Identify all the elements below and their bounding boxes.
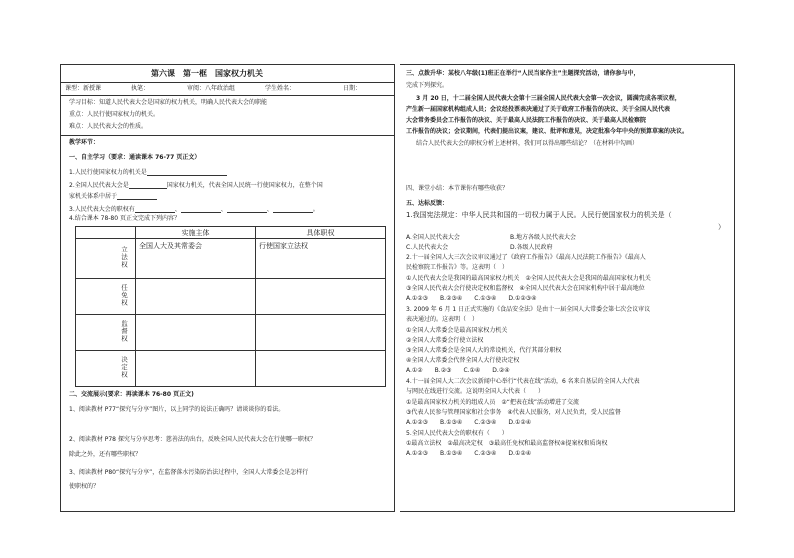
question-4: 4.结合课本 78-80 页正文完成下列内容？	[69, 215, 180, 222]
section-4-heading: 四、课堂小结：本节课你有哪些收获？	[406, 185, 509, 192]
q5-line: 5.全国人民代表大会的职权有（ ）	[406, 430, 508, 437]
left-page	[60, 64, 395, 512]
q1-option-a: A.全国人民代表大会	[406, 234, 460, 241]
row-supervision: 监督权	[76, 315, 136, 351]
row-legislative: 立法权	[76, 239, 136, 279]
student-name: 学生姓名：	[265, 85, 296, 92]
exchange-1: 1、阅读教材 P77“探究与分享”图片，以上同学的说法正确吗？请谈谈你的看法。	[69, 406, 285, 413]
passage-line-3: 大会常务委员会工作报告的决议、关于最高人民法院工作报告的决议、关于最高人民检察院	[406, 117, 647, 124]
question-3: 3.人民代表大会的职权有 、 、 、 。	[69, 206, 319, 213]
q2-line: 2.十一届全国人大三次会议审议通过了《政府工作报告》《最高人民法院工作报告》《最高人	[406, 254, 646, 261]
q1-option-d: D.各级人民政府	[510, 244, 553, 251]
divider	[61, 95, 394, 96]
date: 日期：	[343, 85, 362, 92]
q4-options: A.①②③ B.①③④ C.②③④ D.①②④	[406, 419, 532, 426]
section-3-cont: 完成下列探究。	[406, 82, 449, 89]
exchange-2-cont: 除此之外，还有哪些职权？	[69, 451, 142, 458]
q3-line: ②全国人大常委会行使立法权	[406, 337, 484, 344]
q3-line: 3. 2009 年 6 月 1 日正式实施的《食品安全法》是由十一届全国人大常委会第七次会议审议	[406, 306, 651, 313]
cell-subject: 全国人大及其常委会	[136, 239, 256, 279]
q3-line: 表决通过的。这表明（ ）	[406, 316, 479, 323]
q1-option-c: C.人民代表大会	[406, 244, 449, 251]
cell-power: 行使国家立法权	[256, 239, 386, 279]
exchange-3: 3、阅读教材 P80“探究与分享”，在监督落水污染防治法过程中，全国人大常委会是怎样行	[69, 469, 309, 476]
q3-line: ③全国人大常委会是全国人大的常设机关，代行其部分职权	[406, 347, 562, 354]
section-3-heading: 三、点拨升华：某校八年级(1)班正在举行“人民当家作主”主题探究活动，请你参与中，	[406, 70, 640, 77]
q1-option-b: B.地方各级人民代表大会	[510, 234, 577, 241]
process-label: 教学环节：	[69, 139, 100, 146]
q2-line: 民检察院工作报告》等。这表明（ ）	[406, 264, 509, 271]
divider	[61, 135, 394, 136]
section-2-heading: 二、交流展示(要求：再读课本 76-80 页正文)	[69, 391, 194, 398]
learning-goals: 学习目标：知道人民代表大会是国家的权力机关，明确人民代表大会的职能	[69, 99, 268, 106]
q5-options: A.①②③ B.①③④ C.②③④ D.①②④	[406, 450, 532, 457]
question-2-cont: 家机关体系中居于	[69, 192, 157, 200]
q2-line: ①人民代表大会是我国的最高国家权力机关 ②全国人民代表大会是我国的最高国家权力机关	[406, 275, 651, 282]
q1-paren: ）	[718, 223, 725, 231]
q4-line: ①是最高国家权力机关的组成人员 ②“把表在线”活动增进了交流	[406, 399, 579, 406]
exchange-2: 2、阅读教材 P78 探究与分享思考：慈善法的出台，反映全国人民代表大会在行使哪一职权？	[69, 436, 316, 443]
lesson-type: 课型：新授课	[65, 85, 102, 92]
q2-line: ③全国人民代表大会行使决定权和监督权 ④全国人民代表大会在国家机构中居于最高地位	[406, 285, 645, 292]
exchange-3-cont: 使职权的？	[69, 483, 100, 490]
key-point: 重点：人民行使国家权力的机关。	[69, 111, 160, 118]
passage-line-2: 产生新一届国家机构组成人员；会议经投票表决通过了关于政府工作报告的决议、关于全国人民代表	[406, 106, 671, 113]
section-5-heading: 五、达标反馈：	[406, 200, 449, 207]
q5-line: ①最高立法权 ②最高决定权 ③最高任免权和最高监督权④提案权和质询权	[406, 440, 608, 447]
powers-table	[75, 226, 386, 387]
section-3-question: 结合人民代表大会的职权分析上述材料，我们可以得出哪些结论？（在材料中勾画）	[416, 140, 639, 147]
header-subject: 实施主体	[136, 227, 256, 239]
q2-options: A.①②③ B.②③④ C.①③④ D.①②③④	[406, 295, 537, 302]
difficulty: 难点：人民代表大会的性质。	[69, 123, 148, 130]
q3-line: ①全国人大常委会是最高国家权力机关	[406, 327, 508, 334]
row-decision: 决定权	[76, 351, 136, 387]
q3-options: A.①② B.②③ C.①④ D.②④	[406, 367, 510, 374]
reviewer: 审阅：八年政治组	[187, 85, 236, 92]
header-powers: 具体职权	[256, 227, 386, 239]
q4-line: 4.十一届全国人大二次会议新闻中心举行“代表在线”活动，6 名来自基层的全国人大代表	[406, 378, 640, 385]
passage-line-4: 工作报告的决议；会议期间，代表们提出议案，建议、批评和意见，决定批准今年中央的预算草案的决议。	[406, 128, 689, 135]
question-1: 1.人民行使国家权力的机关是	[69, 168, 227, 176]
author: 执笔：	[131, 85, 150, 92]
q1: 1.我国宪法规定：中华人民共和国的一切权力属于人民。人民行使国家权力的机关是（	[406, 211, 672, 219]
section-1-heading: 一、自主学习（要求：通读课本 76-77 页正文）	[69, 154, 201, 161]
passage-line-1: 3 月 20 日，十二届全国人民代表大会第十三届全国人民代表大会第一次会议，圆满完成各项议程，	[416, 95, 681, 102]
q4-line: 与网民在线进行交流。这说明全国人大代表（ ）	[406, 388, 545, 395]
q3-line: ④全国人大常委会代替全国人大行使决定权	[406, 357, 520, 364]
page-title: 第六课 第一框 国家权力机关	[151, 69, 263, 78]
row-appointment: 任免权	[76, 279, 136, 315]
right-page	[400, 64, 735, 512]
divider	[61, 82, 394, 83]
q4-line: ③代表人民参与管理国家和社会事务 ④代表人民服务，对人民负责，受人民监督	[406, 409, 621, 416]
question-2: 2.全国人民代表大会是 国家权力机关，代表全国人民统一行使国家权力，在整个国	[69, 182, 323, 189]
